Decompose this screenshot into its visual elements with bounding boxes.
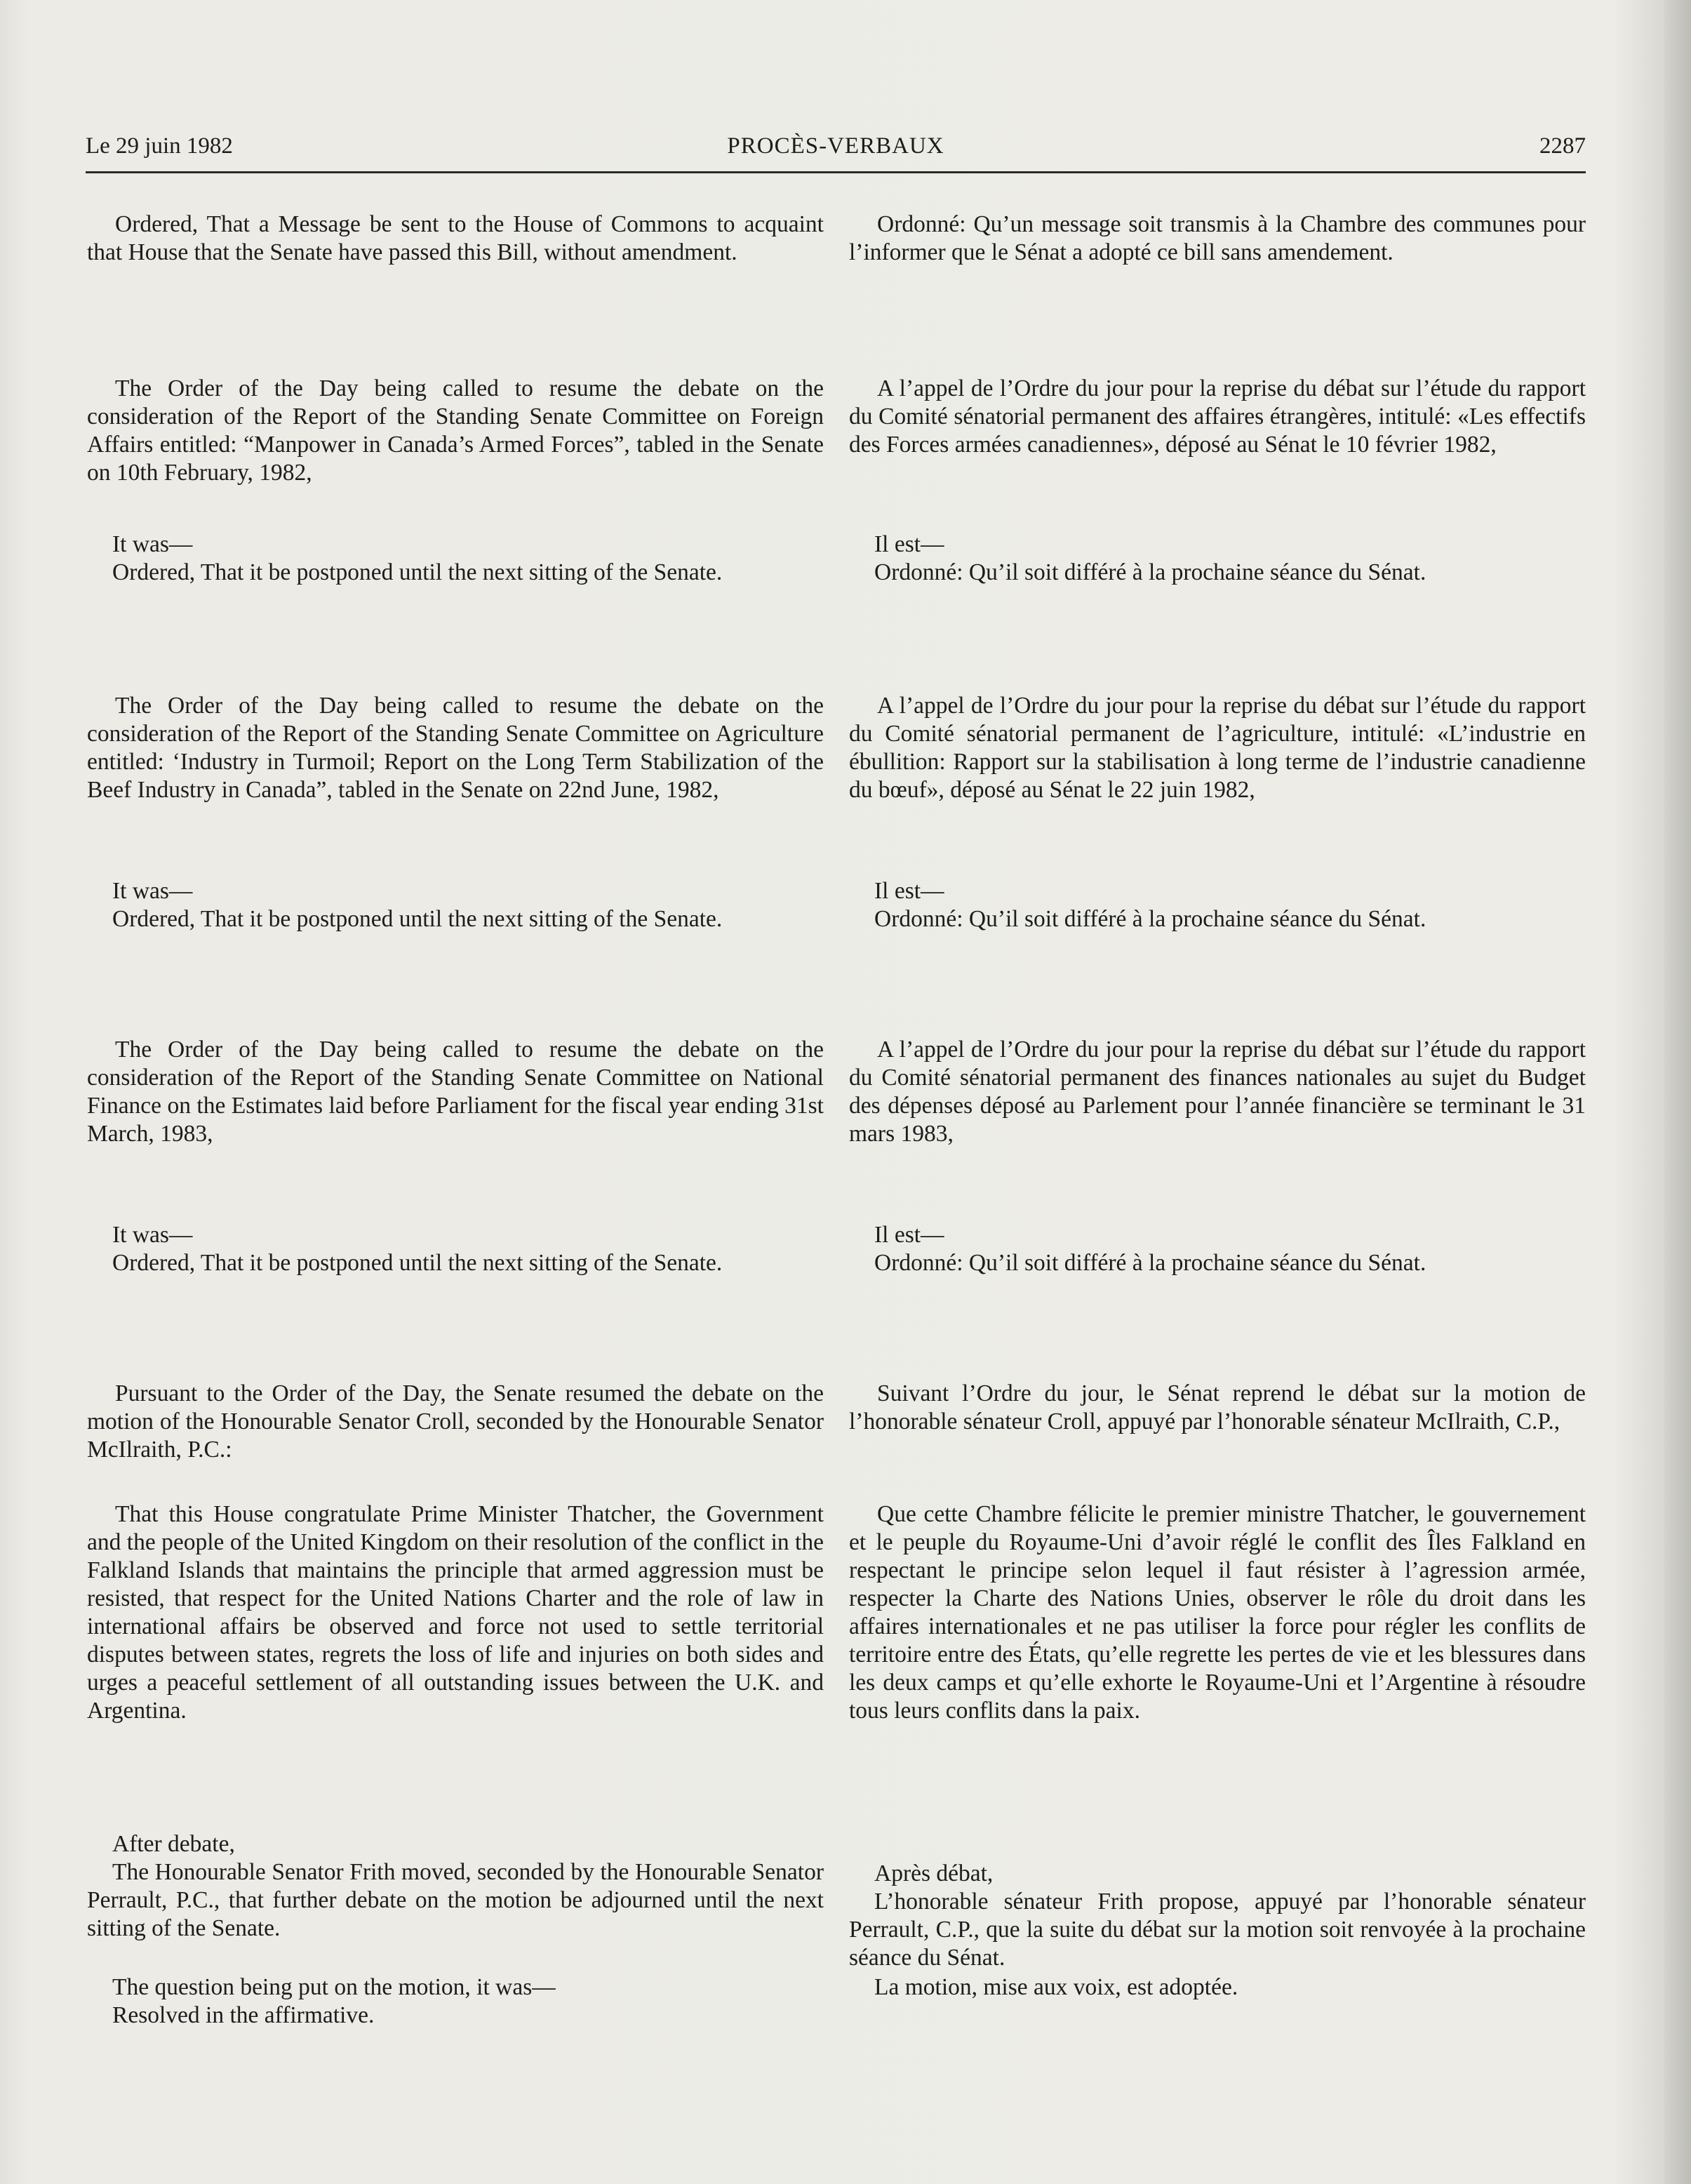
english-frith-motion: The Honourable Senator Frith moved, seconded by the Honourable Senator Perrault, P.C., that further debate on the motion be adjourned until the next sitting of the Senate. — [87, 1859, 824, 1941]
french-ruling-3 — [849, 1221, 1586, 1277]
english-paragraph-foreign-affairs: The Order of the Day being called to resume the debate on the consideration of the Report of the Standing Senate Committee on Foreign Affairs entitled: “Manpower in Canada’s Armed Forces”, tabled in the Senate on 10th February, 1982, — [87, 375, 824, 486]
english-after-debate-label: After debate, — [112, 1831, 235, 1857]
french-il-est: Il est— — [874, 531, 944, 557]
english-question-label: The question being put on the motion, it was— — [112, 1974, 556, 2000]
header-title: PROCÈS-VERBAUX — [727, 133, 944, 159]
french-paragraph-resolution-text: Que cette Chambre félicite le premier ministre Thatcher, le gouvernement et le peuple du Royaume-Uni d’avoir réglé le conflit des Îles Falkland en respectant le principe selon lequel il faut résister à l’agression armée, respecter la Charte des Nations Unies, observer le rôle du droit dans les affaires internationales et ne pas utiliser la force pour régler les conflits de territoire entre des États, qu’elle regrette les pertes de vie et les blessures dans les deux camps et qu’elle exhorte le Royaume-Uni et l’Argentine à résoudre tous leurs conflits dans la paix. — [849, 1501, 1586, 1724]
page-binding-edge — [1664, 0, 1691, 2184]
french-il-est: Il est— — [874, 878, 944, 904]
english-ruling-1 — [87, 531, 824, 587]
english-ruling-3 — [87, 1221, 824, 1277]
english-ordered-postponed: Ordered, That it be postponed until the next sitting of the Senate. — [112, 906, 723, 932]
english-paragraph-agriculture: The Order of the Day being called to resume the debate on the consideration of the Report of the Standing Senate Committee on Agriculture entitled: ‘Industry in Turmoil; Report on the Long Term Stabilization of the Beef Industry in Canada”, tabled in the Senate on 22nd June, 1982, — [87, 693, 824, 803]
english-question-put — [87, 1973, 824, 2030]
english-ruling-2 — [87, 877, 824, 933]
english-paragraph-resolution-text: That this House congratulate Prime Minister Thatcher, the Government and the people of the United Kingdom on their resolution of the conflict in the Falkland Islands that maintains the principle that armed aggression must be resisted, that respect for the United Nations Charter and the role of law in international affairs be observed and force not used to settle territorial disputes between states, regrets the loss of life and injuries on both sides and urges a peaceful settlement of all outstanding issues between the U.K. and Argentina. — [87, 1501, 824, 1724]
header-date: Le 29 juin 1982 — [86, 133, 233, 159]
english-it-was: It was— — [112, 878, 193, 904]
french-ordonne-differe: Ordonné: Qu’il soit différé à la prochaine séance du Sénat. — [874, 1250, 1426, 1276]
header-rule — [86, 171, 1586, 173]
french-paragraph-croll-motion: Suivant l’Ordre du jour, le Sénat reprend le débat sur la motion de l’honorable sénateur Croll, appuyé par l’honorable sénateur McIlraith, C.P., — [849, 1380, 1586, 1434]
french-after-debate — [849, 1860, 1586, 1972]
french-ruling-1 — [849, 531, 1586, 587]
english-ordered-postponed: Ordered, That it be postponed until the next sitting of the Senate. — [112, 559, 723, 585]
english-paragraph-croll-motion: Pursuant to the Order of the Day, the Senate resumed the debate on the motion of the Honourable Senator Croll, seconded by the Honourable Senator McIlraith, P.C.: — [87, 1380, 824, 1463]
french-ruling-2 — [849, 877, 1586, 933]
page-number: 2287 — [1539, 133, 1586, 159]
french-il-est: Il est— — [874, 1222, 944, 1248]
french-after-debate-label: Après débat, — [874, 1860, 994, 1886]
french-frith-motion: L’honorable sénateur Frith propose, appuyé par l’honorable sénateur Perrault, C.P., que la suite du débat sur la motion soit renvoyée à la prochaine séance du Sénat. — [849, 1889, 1586, 1971]
english-after-debate — [87, 1830, 824, 1943]
french-paragraph-agriculture: A l’appel de l’Ordre du jour pour la reprise du débat sur l’étude du rapport du Comité sénatorial permanent de l’agriculture, intitulé: «L’industrie en ébullition: Rapport sur la stabilisation à long terme de l’industrie canadienne du bœuf», déposé au Sénat le 22 juin 1982, — [849, 693, 1586, 803]
english-ordered-postponed: Ordered, That it be postponed until the next sitting of the Senate. — [112, 1250, 723, 1276]
english-it-was: It was— — [112, 1222, 193, 1248]
french-paragraph-message: Ordonné: Qu’un message soit transmis à la Chambre des communes pour l’informer que le Sénat a adopté ce bill sans amendement. — [849, 211, 1586, 265]
english-it-was: It was— — [112, 531, 193, 557]
french-ordonne-differe: Ordonné: Qu’il soit différé à la prochaine séance du Sénat. — [874, 559, 1426, 585]
english-paragraph-message: Ordered, That a Message be sent to the House of Commons to acquaint that House that the Senate have passed this Bill, without amendment. — [87, 211, 824, 265]
page-header — [86, 133, 1586, 168]
english-resolved: Resolved in the affirmative. — [112, 2002, 375, 2028]
french-ordonne-differe: Ordonné: Qu’il soit différé à la prochaine séance du Sénat. — [874, 906, 1426, 932]
english-paragraph-national-finance: The Order of the Day being called to resume the debate on the consideration of the Report of the Standing Senate Committee on National Finance on the Estimates laid before Parliament for the fiscal year ending 31st March, 1983, — [87, 1037, 824, 1147]
french-paragraph-foreign-affairs: A l’appel de l’Ordre du jour pour la reprise du débat sur l’étude du rapport du Comité sénatorial permanent des affaires étrangères, intitulé: «Les effectifs des Forces armées canadiennes», déposé au Sénat le 10 février 1982, — [849, 375, 1586, 458]
french-paragraph-national-finance: A l’appel de l’Ordre du jour pour la reprise du débat sur l’étude du rapport du Comité sénatorial permanent des finances nationales au sujet du Budget des dépenses déposé au Parlement pour l’année financière se terminant le 31 mars 1983, — [849, 1037, 1586, 1147]
french-motion-adopted: La motion, mise aux voix, est adoptée. — [874, 1974, 1238, 2000]
